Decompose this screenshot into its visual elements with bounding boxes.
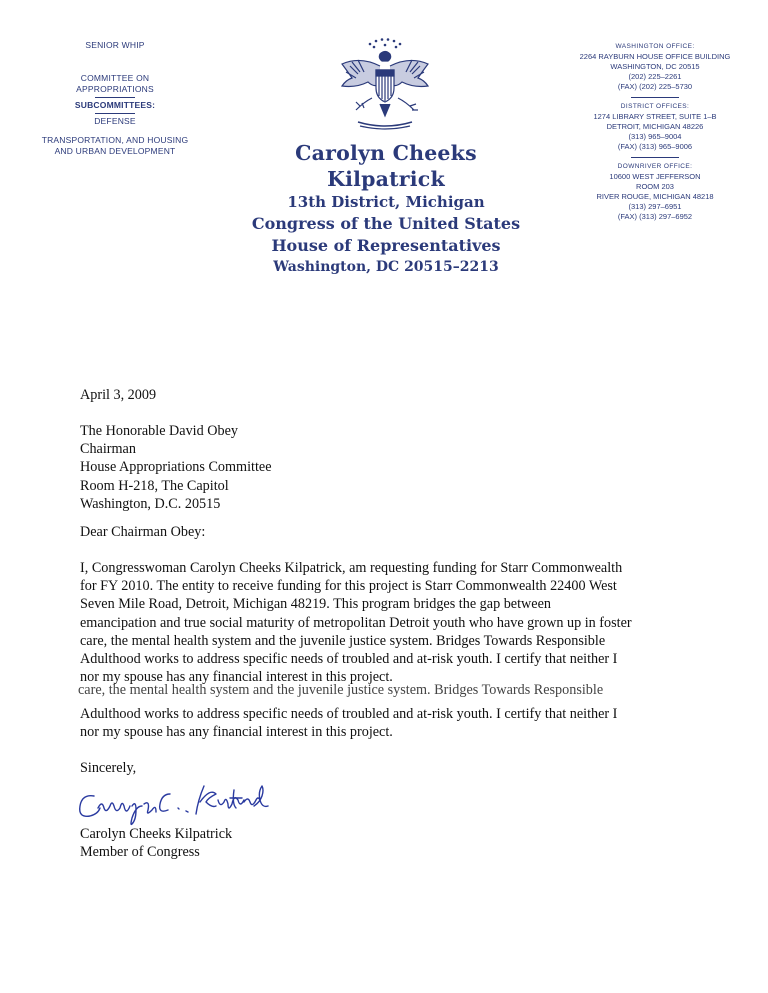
downriver-address-1: 10600 WEST JEFFERSON: [609, 172, 701, 181]
repeated-paragraph: [80, 705, 720, 741]
district-line: 13th District, Michigan: [287, 193, 485, 211]
signer-title: Member of Congress: [80, 844, 200, 861]
body-line: Adulthood works to address specific needs of troubled and at-risk youth. I certify that neither I: [80, 651, 618, 668]
letterhead-left-column: [30, 40, 200, 157]
city-line: Washington, DC 20515–2213: [273, 259, 499, 275]
thud-subcommittee-line-1: TRANSPORTATION, AND HOUSING: [41, 135, 189, 145]
committee-line-2: APPROPRIATIONS: [76, 84, 154, 94]
congress-line: Congress of the United States: [251, 214, 521, 233]
member-name: Carolyn Cheeks Kilpatrick: [295, 141, 477, 191]
washington-address-1: 2264 RAYBURN HOUSE OFFICE BUILDING: [579, 52, 731, 61]
closing: Sincerely,: [80, 760, 137, 776]
recipient-line: Room H-218, The Capitol: [80, 477, 229, 494]
body-line: Adulthood works to address specific needs of troubled and at-risk youth. I certify that neither I: [80, 706, 618, 722]
downriver-phone: (313) 297–6951: [628, 202, 682, 211]
downriver-fax: (FAX) (313) 297–6952: [617, 212, 693, 221]
house-line: House of Representatives: [271, 236, 501, 255]
recipient-line: Washington, D.C. 20515: [80, 495, 221, 512]
letterhead-rule: [631, 157, 679, 158]
district-address-1: 1274 LIBRARY STREET, SUITE 1–B: [593, 112, 717, 121]
downriver-office-label: DOWNRIVER OFFICE:: [617, 163, 693, 170]
signer-block: [80, 825, 720, 861]
recipient-line: House Appropriations Committee: [80, 459, 272, 476]
letterhead-right-column: [560, 42, 750, 222]
district-phone: (313) 965–9004: [628, 132, 682, 141]
district-fax: (FAX) (313) 965–9006: [617, 142, 693, 151]
washington-fax: (FAX) (202) 225–5730: [617, 82, 693, 91]
letterhead-rule: [95, 97, 135, 98]
washington-address-2: WASHINGTON, DC 20515: [610, 62, 700, 71]
committee-line-1: COMMITTEE ON: [80, 73, 150, 83]
body-paragraph: [80, 559, 720, 686]
signer-name: Carolyn Cheeks Kilpatrick: [80, 826, 233, 842]
letterhead-rule: [631, 97, 679, 98]
letterhead-title-block: [245, 140, 527, 277]
body-line: care, the mental health system and the juvenile justice system. Bridges Towards Responsible: [80, 632, 606, 649]
washington-office-label: WASHINGTON OFFICE:: [615, 43, 695, 50]
washington-phone: (202) 225–2261: [628, 72, 682, 81]
house-seal-eagle-icon: [330, 36, 440, 136]
downriver-address-2: ROOM 203: [636, 182, 674, 191]
body-line: for FY 2010. The entity to receive funding for this project is Starr Commonwealth 22400 West: [80, 578, 617, 595]
body-line: nor my spouse has any financial interest in this project.: [80, 669, 393, 686]
recipient-line: Chairman: [80, 441, 136, 458]
salutation: Dear Chairman Obey:: [80, 524, 206, 540]
body-line: I, Congresswoman Carolyn Cheeks Kilpatrick, am requesting funding for Starr Commonwealth: [80, 560, 623, 576]
letterhead-rule: [95, 113, 135, 114]
thud-subcommittee-line-2: AND URBAN DEVELOPMENT: [54, 146, 176, 156]
scan-overlap-cut-line: [78, 682, 678, 698]
downriver-address-3: RIVER ROUGE, MICHIGAN 48218: [596, 192, 714, 201]
handwritten-signature: [74, 768, 274, 830]
body-line: nor my spouse has any financial interest in this project.: [80, 724, 393, 741]
district-address-2: DETROIT, MICHIGAN 48226: [606, 122, 704, 131]
body-line: emancipation and true social maturity of metropolitan Detroit youth who have grown up in foster: [80, 614, 632, 631]
subcommittees-label: SUBCOMMITTEES:: [74, 100, 156, 110]
body-line: Seven Mile Road, Detroit, Michigan 48219. This program bridges the gap between: [80, 596, 551, 613]
senior-whip-label: SENIOR WHIP: [85, 40, 145, 50]
letter-date: April 3, 2009: [80, 387, 157, 403]
recipient-line: The Honorable David Obey: [80, 423, 238, 439]
cut-line-text: care, the mental health system and the juvenile justice system. Bridges Towards Responsible: [78, 682, 604, 698]
recipient-address: [80, 422, 720, 513]
defense-subcommittee: DEFENSE: [94, 116, 136, 126]
district-offices-label: DISTRICT OFFICES:: [620, 103, 690, 110]
